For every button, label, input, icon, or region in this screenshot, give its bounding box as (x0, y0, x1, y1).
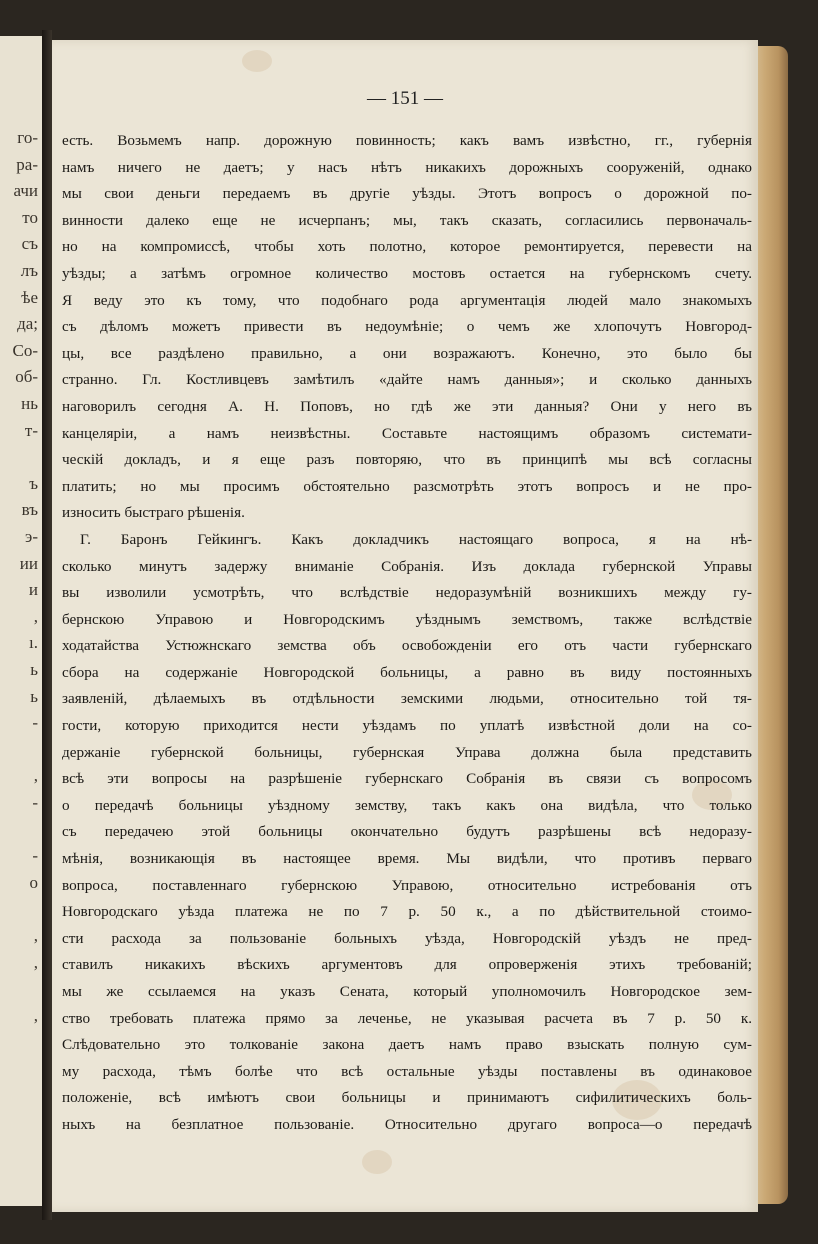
text-line: Новгородскаго уѣзда платежа не по 7 р. 50 к., а по дѣйствительной стоимо- (62, 903, 752, 921)
text-line: положеніе, всѣ имѣютъ свои больницы и принимаютъ сифилитическихъ боль- (62, 1089, 752, 1107)
left-page-fragment: - (32, 713, 38, 733)
left-page-fragment: - (32, 793, 38, 812)
text-line: вопроса, поставленнаго губернскою Управою, относительно истребованія отъ (62, 876, 752, 894)
left-page-fragment: ии (19, 553, 38, 573)
text-line: съ передачею этой больницы окончательно будутъ разрѣшены всѣ недоразу- (62, 823, 752, 841)
text-line: ческій докладъ, и я еще разъ повторяю, что въ принципѣ мы всѣ согласны (62, 451, 752, 469)
left-page-fragment: ъ (29, 473, 38, 493)
left-page-fragment: ра- (16, 154, 38, 174)
text-line: мы же ссылаемся на указъ Сената, который уполномочилъ Новгородское зем- (62, 983, 752, 1000)
left-page-fragment: и (28, 580, 38, 600)
text-line: странно. Гл. Костливцевъ замѣтилъ «дайте намъ данныя»; и сколько данныхъ (62, 371, 752, 389)
text-line: Г. Баронъ Гейкингъ. Какъ докладчикъ настоящаго вопроса, я на нѣ- (80, 530, 752, 548)
left-page-fragment: , (33, 606, 38, 626)
text-line: канцеляріи, а намъ неизвѣстны. Составьте настоящимъ образомъ системати- (62, 424, 752, 442)
book-page (52, 40, 758, 1212)
left-page-fragment: , (33, 926, 38, 945)
text-line: сколько минутъ задержу вниманіе Собранія. Изъ доклада губернской Управы (62, 557, 752, 575)
text-line: сти расхода за пользованіе больныхъ уѣзда, Новгородскій уѣздъ не пред- (62, 929, 752, 947)
text-line: но на компромиссѣ, чтобы хоть полотно, которое ремонтируется, перевести на (62, 238, 752, 256)
left-page-fragment: об- (15, 367, 38, 387)
left-page-fragment: - (32, 846, 38, 866)
left-page-fragment: т- (24, 420, 38, 440)
text-line: сбора на содержаніе Новгородской больницы, а равно въ виду постоянныхъ (62, 663, 752, 681)
left-page-fragment: нь (21, 394, 38, 413)
left-page-fragment: , (33, 952, 38, 972)
text-line: цы, все раздѣлено правильно, а они возражаютъ. Конечно, это было бы (62, 344, 752, 362)
text-line: ныхъ на безплатное пользованіе. Относительно другаго вопроса—о передачѣ (62, 1115, 752, 1133)
left-page-fragment: Со- (12, 340, 38, 360)
text-line: гости, которую приходится нести уѣздамъ по уплатѣ извѣстной доли на со- (62, 717, 752, 735)
text-line: намъ ничего не даетъ; у насъ нѣтъ никакихъ дорожныхъ сооруженій, однако (62, 158, 752, 176)
text-line: съ дѣломъ можетъ привести въ недоумѣніе; о чемъ же хлопочутъ Новгород- (62, 318, 752, 336)
text-line: платить; но мы просимъ обстоятельно разсмотрѣть этотъ вопросъ и не про- (62, 477, 752, 495)
text-line: держаніе губернской больницы, губернская Управа должна была представить (62, 743, 752, 761)
left-page-fragment: ь (30, 686, 38, 706)
text-line: ставилъ никакихъ вѣскихъ аргументовъ для опроверженія этихъ требованій; (62, 956, 752, 974)
text-line: мы свои деньги передаемъ въ другіе уѣзды. Этотъ вопросъ о дорожной по- (62, 185, 752, 203)
left-page-fragment: ı. (29, 633, 38, 653)
text-line: бернскою Управою и Новгородскимъ уѣзднымъ земствомъ, также вслѣдствіе (62, 610, 752, 628)
text-line: ство требовать платежа прямо за леченье, не указывая расчета въ 7 р. 50 к. (62, 1009, 752, 1027)
text-line: уѣзды; а затѣмъ огромное количество мостовъ остается на губернскомъ счету. (62, 264, 752, 282)
left-page-fragment: ь (30, 660, 38, 679)
left-page-fragment: ѣе (21, 287, 38, 307)
page-number: — 151 — (367, 88, 443, 109)
text-line: Я веду это къ тому, что подобнаго рода аргументація людей мало знакомыхъ (62, 291, 752, 309)
book-gutter (42, 30, 52, 1220)
text-line: ходатайства Устюжнскаго земства объ освобожденіи его отъ части губернскаго (62, 637, 752, 655)
left-page-fragment: да; (17, 314, 38, 334)
text-line: износить быстраго рѣшенія. (62, 504, 245, 522)
left-page-fragment: э- (25, 527, 38, 546)
left-page-fragment: съ (21, 234, 38, 254)
left-page-fragment: го- (17, 128, 38, 147)
text-line: есть. Возьмемъ напр. дорожную повинность; какъ вамъ извѣстно, гг., губернія (62, 132, 752, 149)
text-line: Слѣдовательно это толкованіе закона даетъ намъ право взыскать полную сум- (62, 1036, 752, 1054)
text-line: мѣнія, возникающія въ настоящее время. Мы видѣли, что противъ перваго (62, 850, 752, 868)
left-page-fragment: ачи (13, 181, 38, 201)
left-page-fragment: о (29, 872, 38, 892)
left-page-fragment: то (22, 207, 38, 227)
text-line: винности далеко еще не исчерпанъ; мы, такъ сказать, согласились первоначаль- (62, 211, 752, 229)
left-page-fragment: лъ (20, 261, 38, 280)
text-line: му расхода, тѣмъ болѣе что всѣ остальные уѣзды поставлены въ одинаковое (62, 1062, 752, 1080)
text-line: о передачѣ больницы уѣздному земству, такъ какъ она видѣла, что только (62, 796, 752, 814)
body-text (62, 128, 752, 1139)
left-page-fragment: въ (21, 500, 38, 520)
text-line: наговорилъ сегодня А. Н. Поповъ, но гдѣ же эти данныя? Они у него въ (62, 397, 752, 415)
left-page-edge (0, 36, 45, 1206)
text-line: заявленій, дѣлаемыхъ въ отдѣльности земскими людьми, относительно той тя- (62, 690, 752, 708)
left-page-fragment: , (33, 1005, 38, 1025)
text-line: вы изволили усмотрѣть, что вслѣдствіе недоразумѣній возникшихъ между гу- (62, 584, 752, 602)
left-page-fragment: , (33, 766, 38, 786)
text-line: всѣ эти вопросы на разрѣшеніе губернскаго Собранія въ связи съ вопросомъ (62, 770, 752, 788)
